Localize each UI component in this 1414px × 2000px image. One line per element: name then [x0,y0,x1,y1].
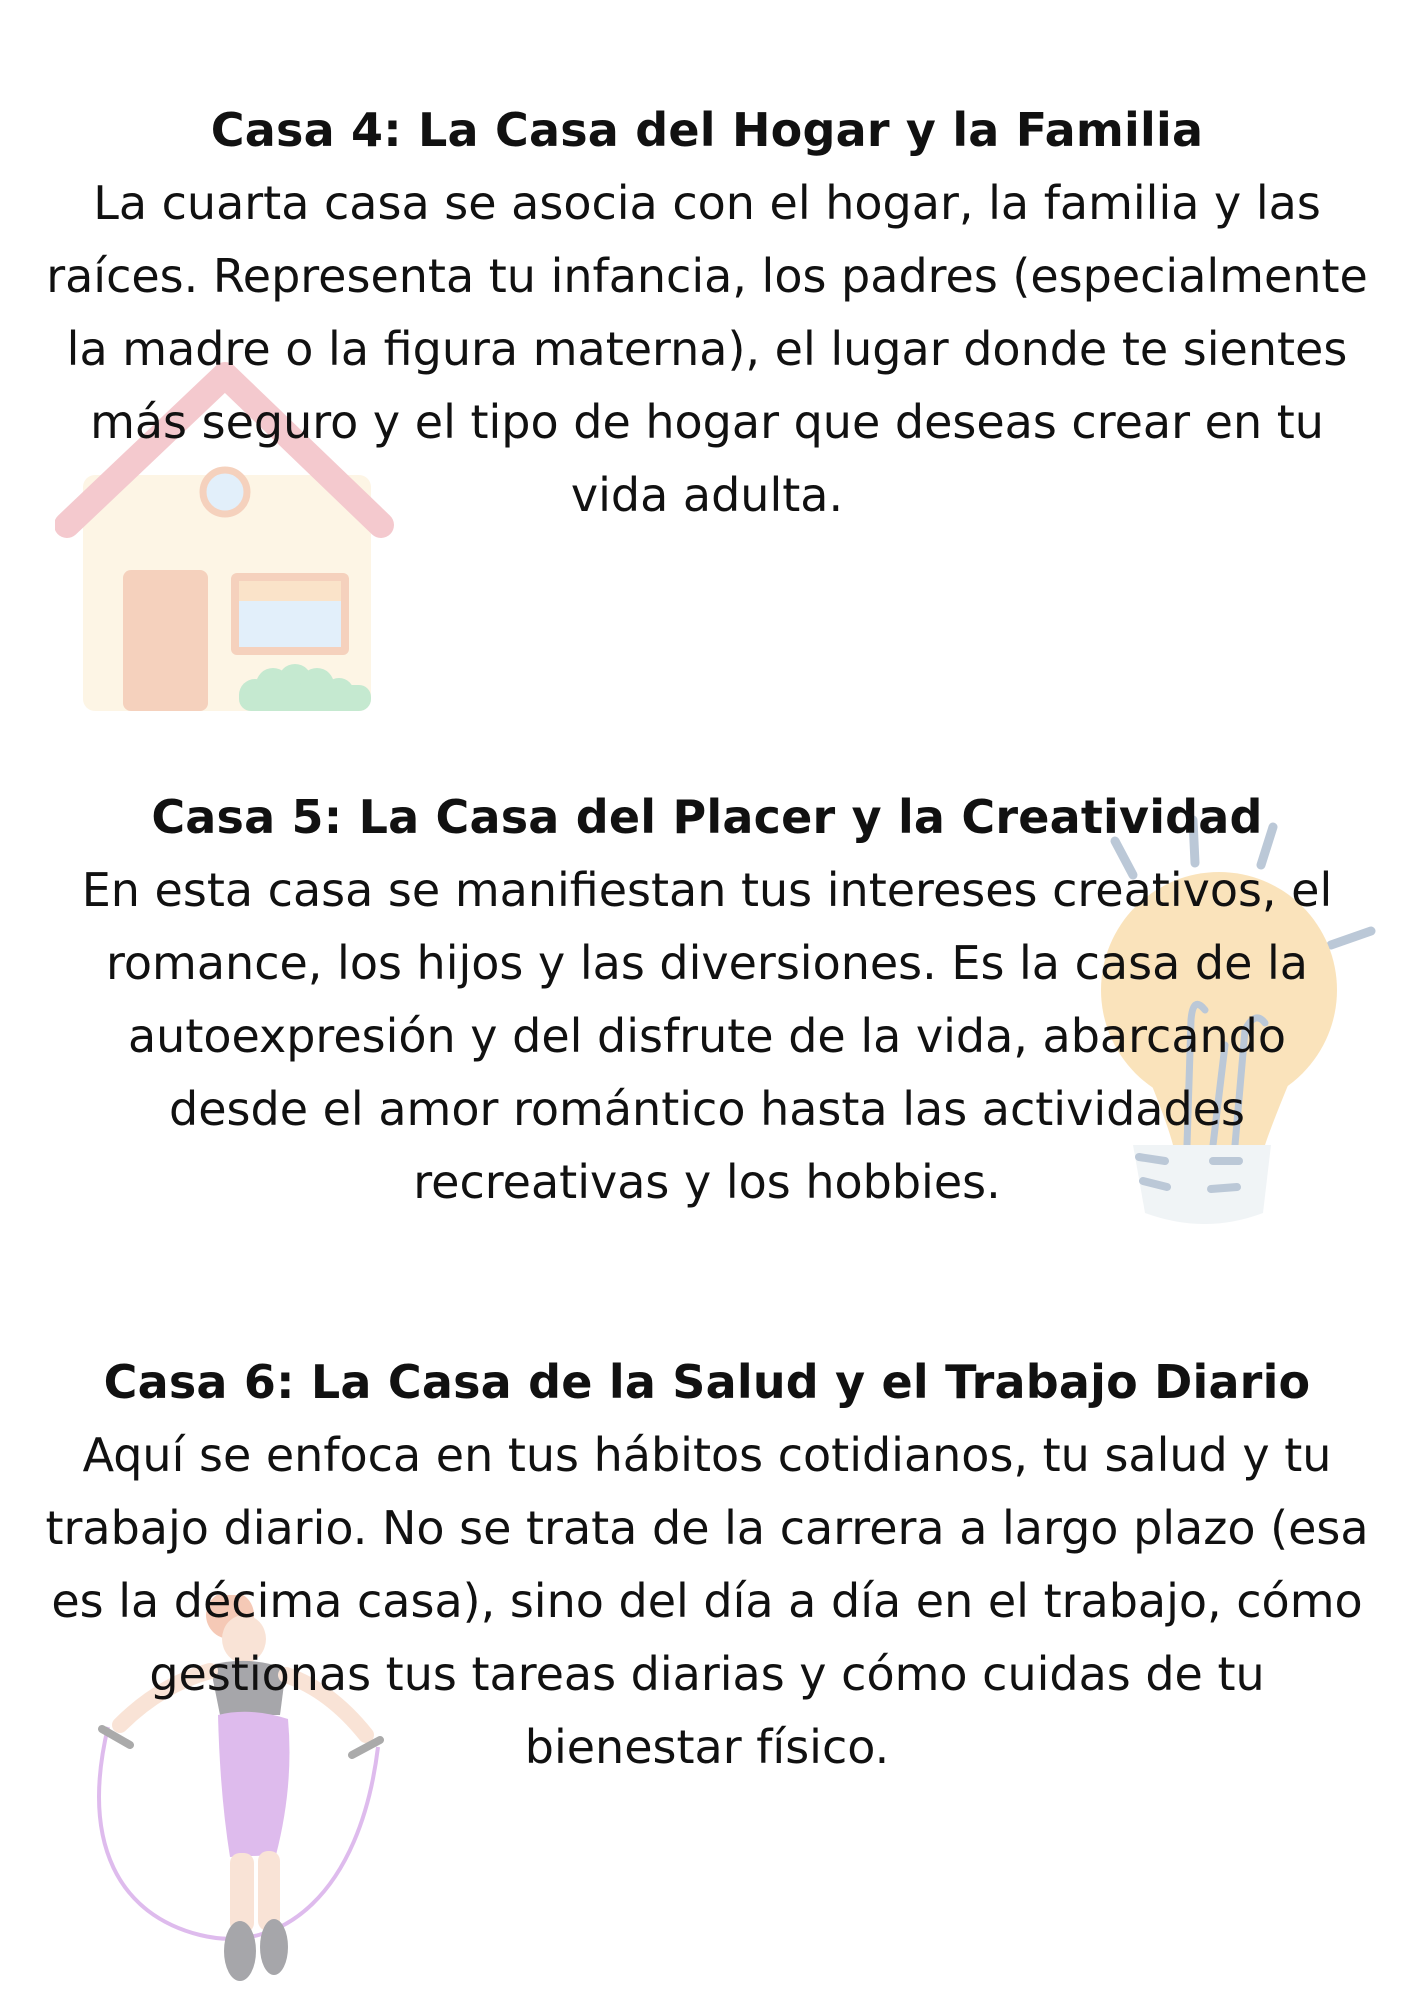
section-title: Casa 6: La Casa de la Salud y el Trabajo Diario [103,1355,1311,1409]
section-title: Casa 4: La Casa del Hogar y la Familia [210,103,1204,157]
section-body: La cuarta casa se asocia con el hogar, la familia y las raíces. Representa tu infancia, los padres (especialmente la madre o la figura materna), el lugar donde te sientes más seguro y el tipo de hogar que deseas crear en tu vida adulta. [46,176,1368,522]
section-casa-4 [0,93,1414,532]
section-casa-5 [0,780,1414,1219]
section-casa-6 [0,1345,1414,1784]
section-body: Aquí se enfoca en tus hábitos cotidianos, tu salud y tu trabajo diario. No se trata de la carrera a largo plazo (esa es la décima casa), sino del día a día en el trabajo, cómo gestionas tus tareas diarias y cómo cuidas de tu bienestar físico. [45,1428,1369,1774]
section-title: Casa 5: La Casa del Placer y la Creatividad [151,790,1263,844]
section-body: En esta casa se manifiestan tus intereses creativos, el romance, los hijos y las diversiones. Es la casa de la autoexpresión y del disfrute de la vida, abarcando desde el amor romántico hasta las actividades recreativas y los hobbies. [81,863,1333,1209]
